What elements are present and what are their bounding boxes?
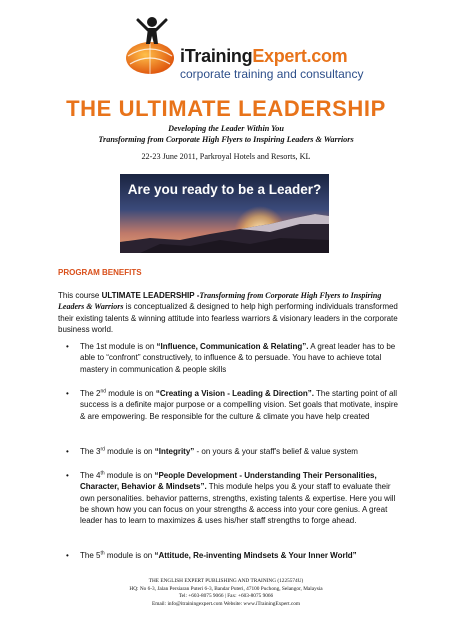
intro-course-name: ULTIMATE LEADERSHIP (101, 291, 195, 300)
footer-company: THE ENGLISH EXPERT PUBLISHING AND TRAINING (1225574U) (148, 578, 304, 584)
module-prefix: The (80, 551, 97, 560)
module-rest: - on yours & your staff's belief & value system (194, 447, 358, 456)
company-logo (118, 12, 364, 90)
module-pre: module is on (104, 471, 155, 480)
intro-paragraph (58, 290, 398, 335)
footer-address: HQ: No 6-3, Jalan Persiaran Puteri 6-3, Bandar Puteri, 47100 Puchong, Selangor, Malaysia (129, 585, 323, 592)
module-pre: The 1st module is on (80, 342, 157, 351)
module-sup: th (100, 550, 105, 557)
intro-italic-title: Transforming from Corporate High Flyers to Inspiring Leaders & Warriors (58, 291, 382, 312)
event-dateline: 22-23 June 2011, Parkroyal Hotels and Resorts, KL (141, 152, 311, 161)
module-prefix: The (80, 447, 97, 456)
module-rest: This module helps you & your staff to evaluate their own personalities. behavior patterns, strengths, existing talents & expertise. Here you will be shown how you can focus on your strengths & access into your core genius. A great leader has to learn to maximizes & uses his/her staff strengths to forge ahead. (80, 482, 396, 526)
bullet-icon: • (66, 447, 69, 456)
subtitle-1: Developing the Leader Within You (168, 124, 284, 133)
module-sup: nd (100, 388, 107, 395)
module-topic: “Creating a Vision - Leading & Direction”. (155, 389, 314, 398)
logo-brand-i: i (180, 46, 185, 66)
module-sup: th (100, 470, 105, 477)
module-prefix: The (80, 471, 97, 480)
footer-contact: Email: info@itrainingexpert.com Website: www.iTrainingExpert.com (152, 600, 300, 607)
logo-tagline: corporate training and consultancy (180, 67, 364, 81)
module-num: 5 (96, 551, 101, 560)
document-title: THE ULTIMATE LEADERSHIP (66, 96, 386, 121)
bullet-icon: • (66, 551, 69, 560)
bullet-icon: • (66, 471, 69, 480)
bullet-icon: • (66, 389, 69, 398)
logo-brand-expert: Expert.com (252, 46, 348, 66)
module-rest: The starting point of all success is a definite major purpose or a compelling vision. Set goals that motivate, inspire & are empowering. Be responsible for the culture & climate you have help created (80, 389, 398, 421)
program-benefits-heading: PROGRAM BENEFITS (58, 268, 142, 277)
intro-body: is conceptualized & designed to help high performing individuals transformed their existing talents & winning attitude into fearless warriors & visionary leaders in the corporate business world. (58, 302, 398, 334)
intro-dash: - (194, 291, 200, 300)
page-footer (0, 578, 452, 608)
bullet-icon: • (66, 342, 69, 351)
module-text (80, 341, 398, 375)
banner-headline: Are you ready to be a Leader? (127, 182, 322, 197)
module-text (80, 550, 398, 561)
module-text (80, 446, 398, 457)
module-text (80, 388, 398, 422)
module-pre: module is on (106, 389, 156, 398)
module-sup: rd (100, 446, 105, 453)
banner-image (120, 174, 329, 253)
module-pre: module is on (104, 551, 155, 560)
module-prefix: The (80, 389, 97, 398)
module-topic: “Integrity” (154, 447, 195, 456)
module-pre: module is on (104, 447, 155, 456)
module-num: 2 (96, 389, 101, 398)
footer-phone-fax: Tel: +603-8075 9066 | Fax: +603-8075 9066 (178, 593, 274, 599)
module-rest: A great leader has to be able to “confront” constructively, to influence & to persuade. You have to achieve total mastery in communication & people skills (80, 342, 396, 374)
logo-brand-text (180, 46, 347, 67)
intro-lead: This course (58, 291, 102, 300)
subtitle-2: Transforming from Corporate High Flyers to Inspiring Leaders & Warriors (98, 135, 354, 144)
globe-with-figure-icon (118, 12, 180, 82)
module-num: 4 (96, 471, 101, 480)
module-topic: “Attitude, Re-inventing Mindsets & Your Inner World” (154, 551, 357, 560)
module-text (80, 470, 398, 526)
logo-brand-training: Training (184, 46, 253, 66)
module-topic: “Influence, Communication & Relating”. (156, 342, 309, 351)
module-topic: “People Development - Understanding Their Personalities, Character, Behavior & Mindsets”. (80, 471, 377, 492)
module-num: 3 (96, 447, 101, 456)
